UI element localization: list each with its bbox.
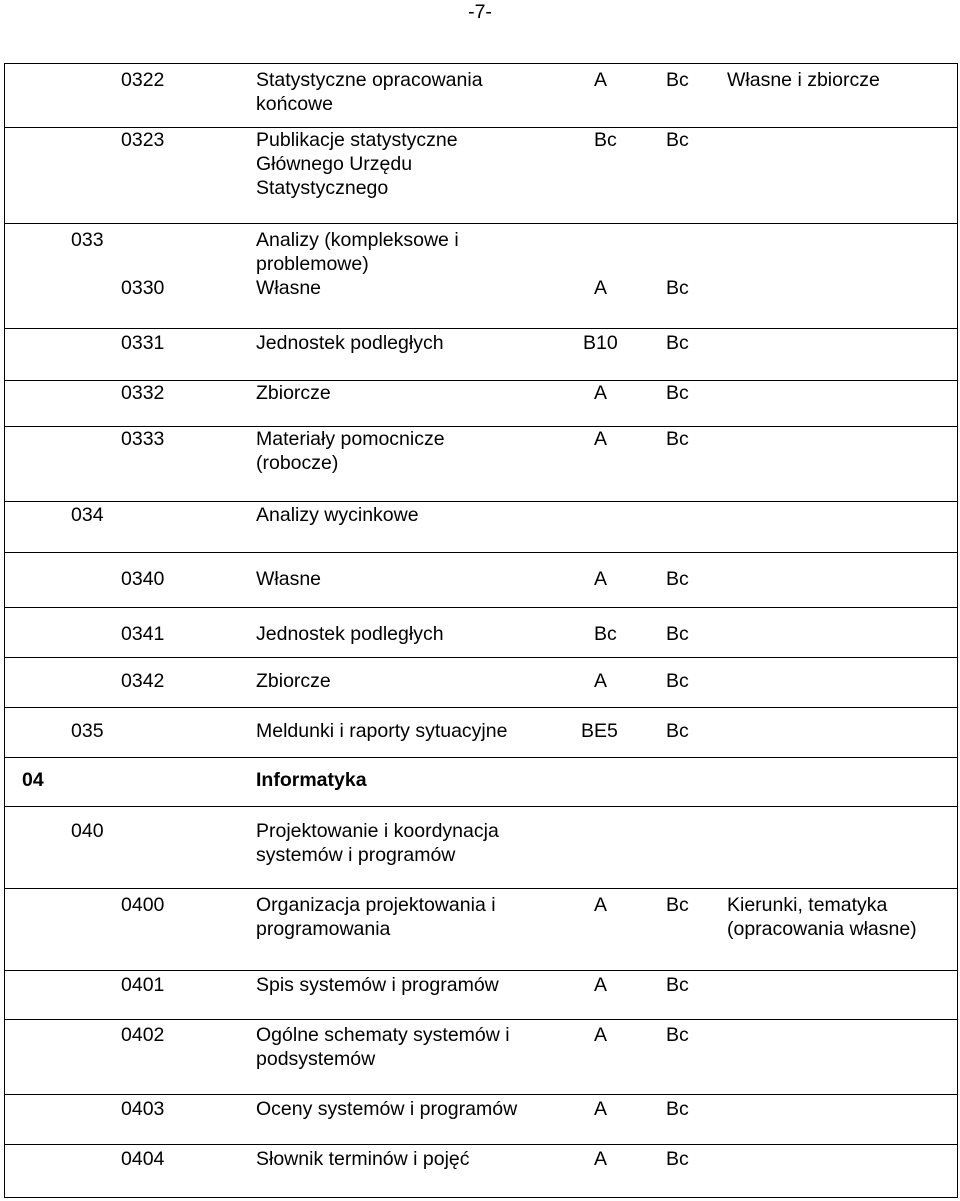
row-category-b: Bc [666,623,689,645]
table-row [5,502,957,553]
row-note: Własne i zbiorcze [727,69,880,91]
row-description: Spis systemów i programów [256,974,499,996]
row-category-b: Bc [666,129,689,151]
row-description: Informatyka [256,769,367,791]
row-description: Publikacje statystyczne Głównego Urzędu Statystycznego [256,129,458,199]
row-code: 0401 [121,974,165,996]
row-category-a: A [594,670,608,692]
row-description: Zbiorcze [256,382,331,404]
row-code: 0342 [121,670,165,692]
page-number: -7- [468,1,492,23]
row-code: 0400 [121,894,165,916]
row-category-b: Bc [666,720,689,742]
table-row [5,427,957,502]
table-row [5,807,957,889]
row-code: 0330 [121,277,165,299]
table-row [5,658,957,708]
row-code: 0340 [121,568,165,590]
row-code: 0403 [121,1098,165,1120]
table-row [5,1095,957,1145]
table-row [5,224,957,276]
table-row [5,708,957,758]
table-row [5,889,957,971]
row-code: 033 [71,229,104,251]
row-description: Meldunki i raporty sytuacyjne [256,720,508,742]
row-code: 0341 [121,623,165,645]
row-code: 035 [71,720,104,742]
row-description: Ogólne schematy systemów i podsystemów [256,1024,510,1070]
row-category-a: BE5 [581,720,618,742]
row-description: Jednostek podległych [256,623,444,645]
table-row [5,608,957,658]
row-category-b: Bc [666,568,689,590]
row-note: Kierunki, tematyka (opracowania własne) [727,894,917,940]
table-row [5,1020,957,1095]
table-row [5,329,957,381]
table-row [5,553,957,608]
row-code: 040 [71,820,104,842]
row-category-b: Bc [666,277,689,299]
row-category-b: Bc [666,1024,689,1046]
row-description: Analizy wycinkowe [256,504,419,526]
row-code: 0404 [121,1148,165,1170]
row-category-a: A [594,1148,608,1170]
row-description: Własne [256,568,322,590]
row-description: Projektowanie i koordynacja systemów i programów [256,820,499,866]
table-row [5,276,957,329]
row-description: Organizacja projektowania i programowania [256,894,496,940]
row-code: 034 [71,504,104,526]
row-category-a: A [594,974,608,996]
table-row [5,971,957,1020]
row-code: 0332 [121,382,165,404]
row-category-a: A [594,568,608,590]
row-category-b: Bc [666,69,689,91]
row-category-b: Bc [666,1148,689,1170]
row-code: 0323 [121,129,165,151]
row-category-a: Bc [594,129,617,151]
table-row [5,758,957,807]
row-description: Materiały pomocnicze (robocze) [256,428,445,474]
row-category-b: Bc [666,332,689,354]
row-category-a: A [594,894,608,916]
table-row [5,64,957,128]
row-category-b: Bc [666,382,689,404]
row-code: 04 [22,769,44,791]
row-category-a: Bc [594,623,617,645]
row-description: Jednostek podległych [256,332,444,354]
row-code: 0322 [121,69,165,91]
row-category-a: A [594,382,608,404]
row-code: 0331 [121,332,165,354]
row-description: Zbiorcze [256,670,331,692]
row-category-a: A [594,428,608,450]
row-description: Własne [256,277,322,299]
row-description: Słownik terminów i pojęć [256,1148,470,1170]
row-category-b: Bc [666,428,689,450]
row-code: 0333 [121,428,165,450]
row-category-a: A [594,1098,608,1120]
table-row [5,128,957,224]
classification-table [4,63,958,1198]
row-code: 0402 [121,1024,165,1046]
row-category-a: A [594,1024,608,1046]
row-category-a: A [594,277,608,299]
row-category-b: Bc [666,1098,689,1120]
row-description: Analizy (kompleksowe i problemowe) [256,229,459,275]
row-category-b: Bc [666,894,689,916]
row-category-a: A [594,69,608,91]
table-row [5,1145,957,1197]
table-row [5,381,957,427]
row-category-b: Bc [666,670,689,692]
row-description: Oceny systemów i programów [256,1098,518,1120]
row-category-b: Bc [666,974,689,996]
row-description: Statystyczne opracowania końcowe [256,69,483,115]
row-category-a: B10 [583,332,618,354]
